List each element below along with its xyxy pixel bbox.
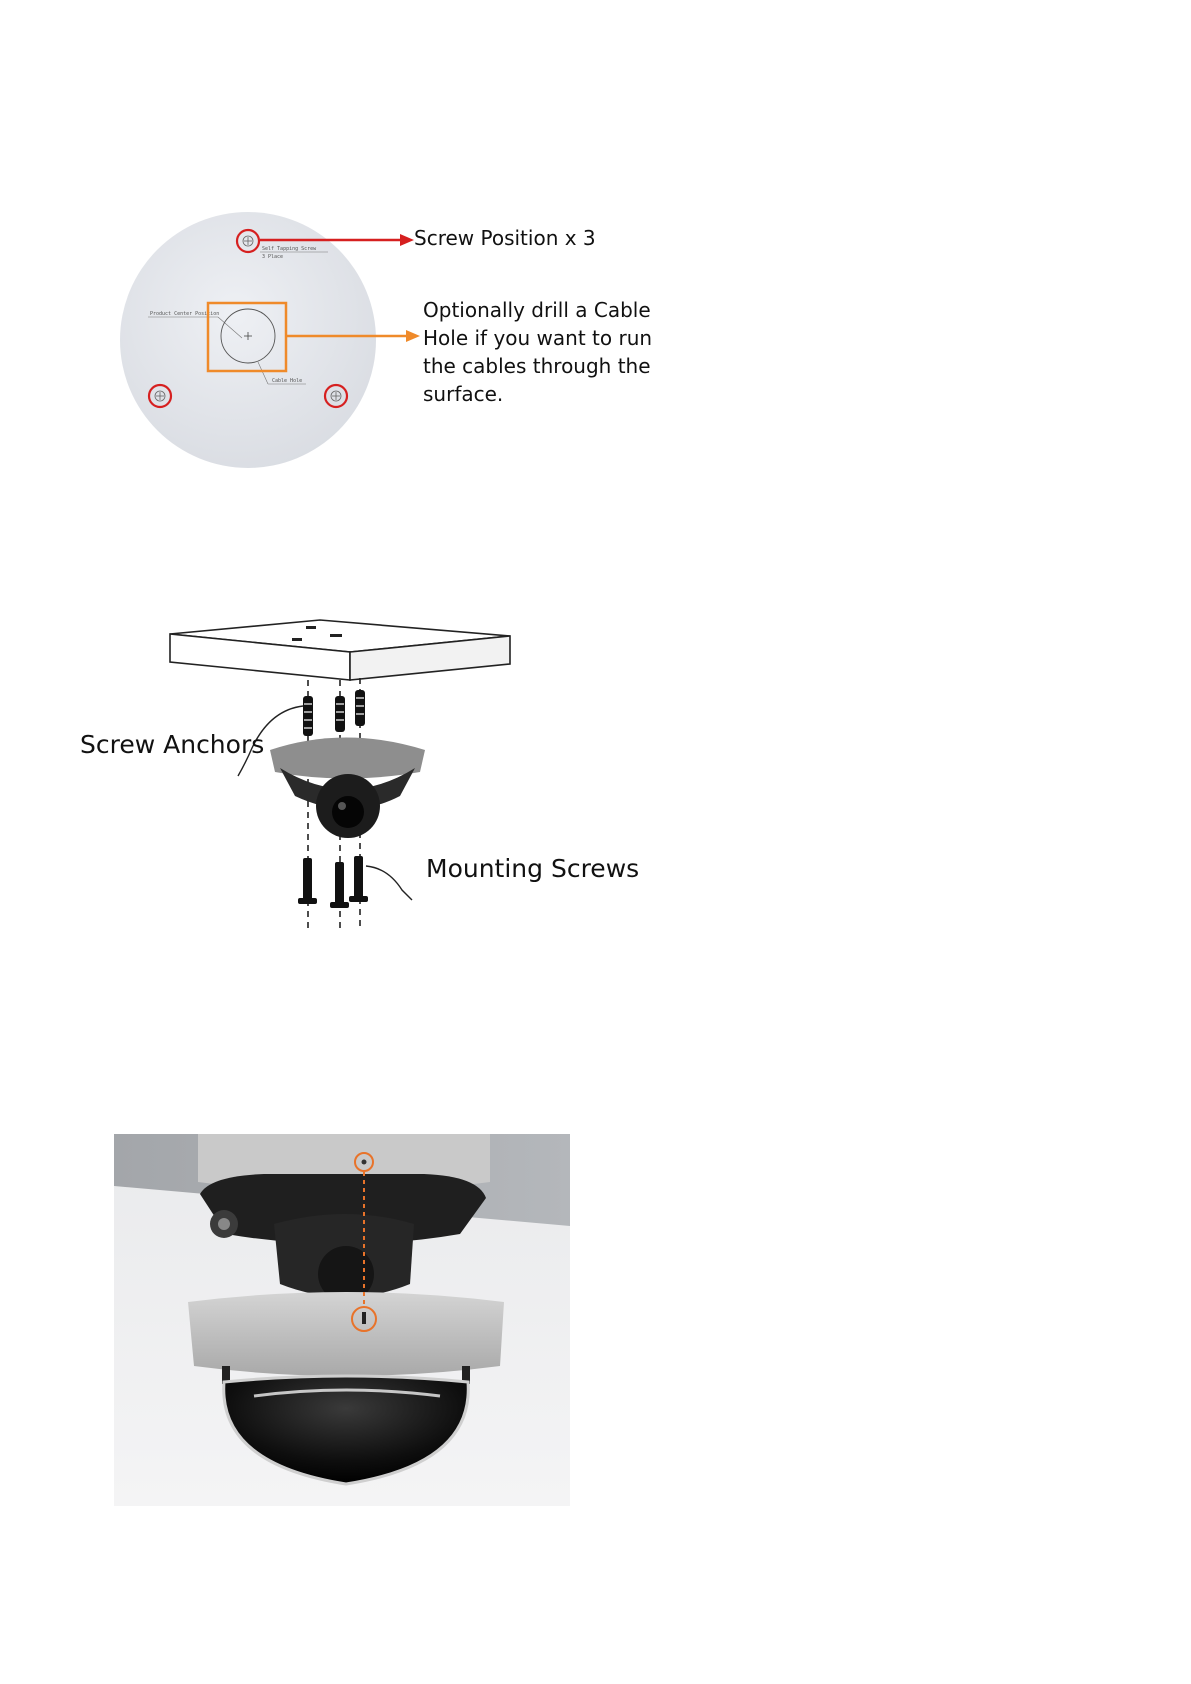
template-text-cable-hole: Cable Hole: [272, 378, 303, 384]
dome-camera-icon: [270, 738, 425, 839]
dome-camera-icon: [114, 1134, 570, 1506]
screw-position-label: Screw Position x 3: [414, 226, 596, 250]
mounting-screws-label: Mounting Screws: [426, 854, 640, 883]
cable-hole-note: [423, 296, 652, 408]
cable-note-line: Hole if you want to run: [423, 326, 653, 350]
mounting-template-figure: [110, 200, 670, 470]
installation-diagram: [70, 600, 670, 950]
ceiling-plate-icon: [170, 620, 510, 680]
cable-note-line: surface.: [423, 382, 504, 406]
dome-cover-alignment-figure: [114, 1134, 570, 1506]
screw-anchor-icon: [303, 690, 365, 736]
screws-leader-line: [366, 866, 412, 900]
installation-diagram-figure: [70, 600, 670, 950]
template-text-center: Product Center Position: [150, 311, 220, 317]
cable-note-line: Optionally drill a Cable: [423, 298, 651, 322]
cable-note-line: the cables through the: [423, 354, 651, 378]
template-text-places: 3 Place: [262, 254, 284, 260]
screw-anchors-label: Screw Anchors: [80, 730, 265, 759]
dome-cover-ring: [188, 1292, 504, 1376]
template-text-self-tapping: Self Tapping Screw: [262, 246, 317, 252]
screw-icon: [298, 856, 368, 908]
